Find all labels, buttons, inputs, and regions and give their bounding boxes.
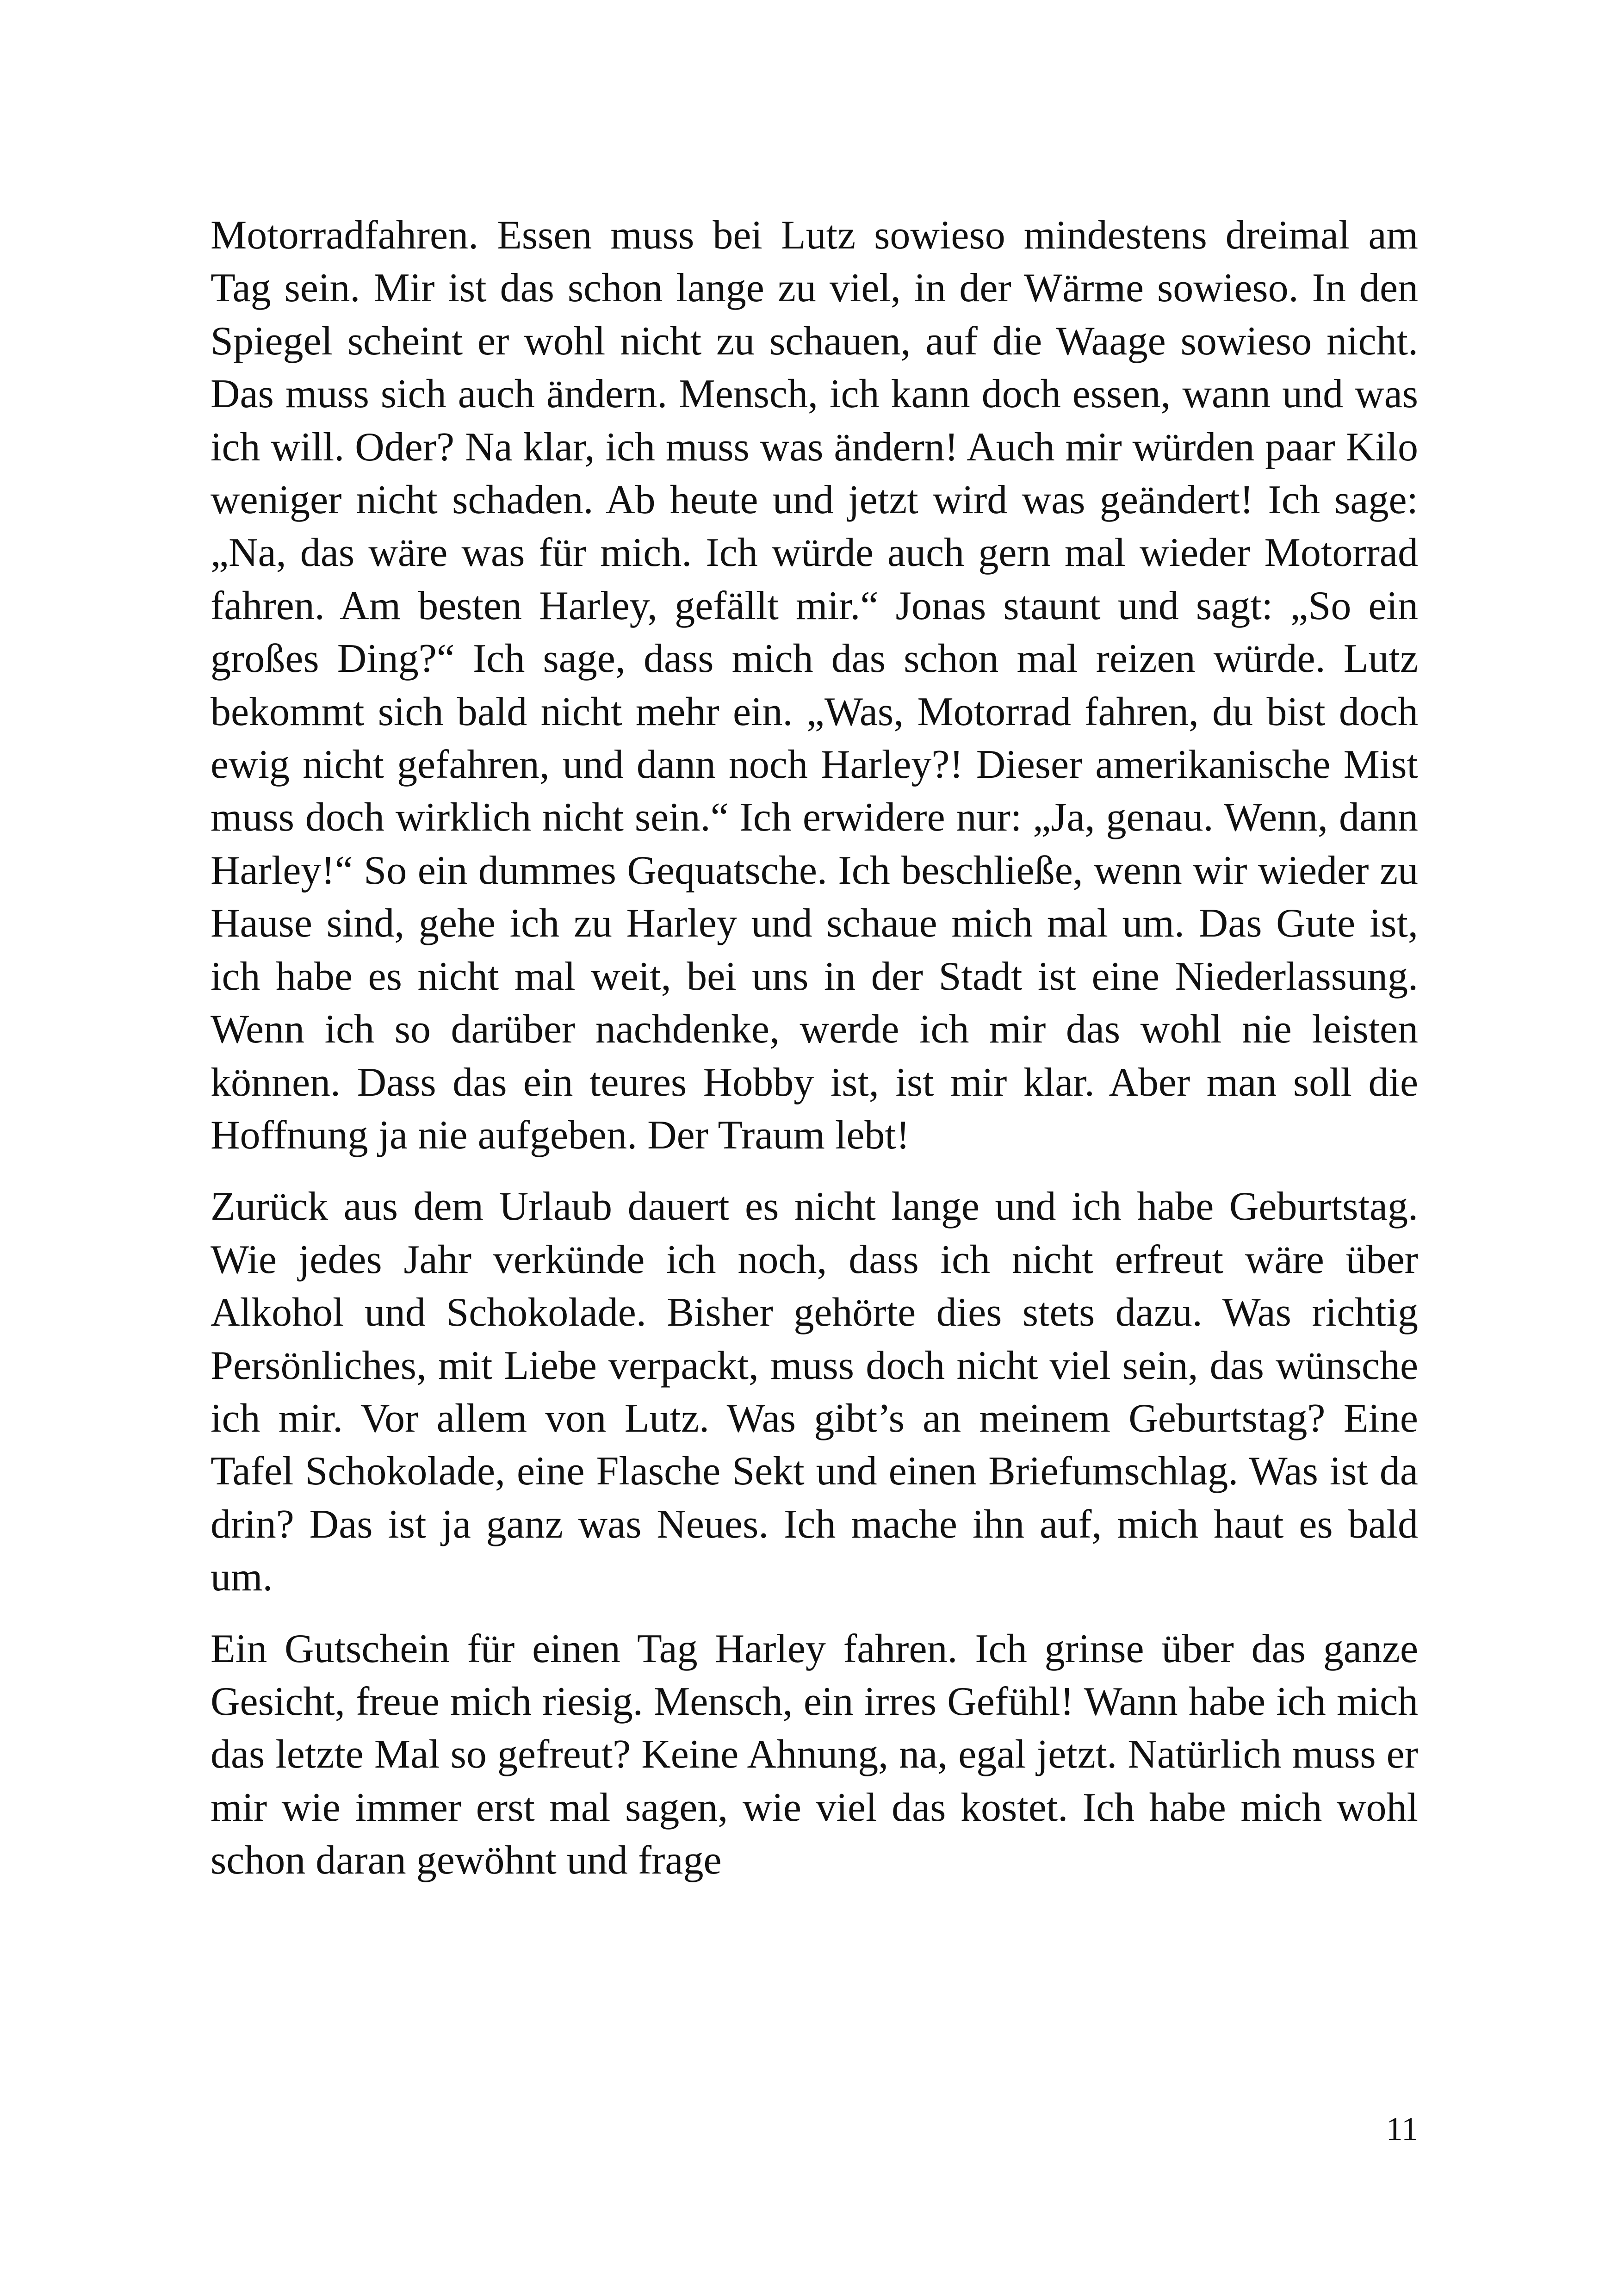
- paragraph-2: Zurück aus dem Urlaub dauert es nicht lange und ich habe Geburtstag. Wie jedes Jahr verkünde ich noch, dass ich nicht erfreut wäre über Alkohol und Schokolade. Bisher gehörte dies stets dazu. Was richtig Persönliches, mit Liebe verpackt, muss doch nicht viel sein, das wünsche ich mir. Vor allem von Lutz. Was gibt’s an meinem Geburtstag? Eine Tafel Schokolade, eine Flasche Sekt und einen Briefumschlag. Was ist da drin? Das ist ja ganz was Neues. Ich mache ihn auf, mich haut es bald um.: [211, 1184, 1418, 1600]
- paragraph-1: Motorradfahren. Essen muss bei Lutz sowieso mindestens dreimal am Tag sein. Mir ist das schon lange zu viel, in der Wärme sowieso. In den Spiegel scheint er wohl nicht zu schauen, auf die Waage sowieso nicht. Das muss sich auch ändern. Mensch, ich kann doch essen, wann und was ich will. Oder? Na klar, ich muss was ändern! Auch mir würden paar Kilo weniger nicht schaden. Ab heute und jetzt wird was geändert! Ich sage: „Na, das wäre was für mich. Ich würde auch gern mal wieder Motorrad fahren. Am besten Harley, gefällt mir.“ Jonas staunt und sagt: „So ein großes Ding?“ Ich sage, dass mich das schon mal reizen würde. Lutz bekommt sich bald nicht mehr ein. „Was, Motorrad fahren, du bist doch ewig nicht gefahren, und dann noch Harley?! Dieser amerikanische Mist muss doch wirklich nicht sein.“ Ich erwidere nur: „Ja, genau. Wenn, dann Harley!“ So ein dummes Gequatsche. Ich beschließe, wenn wir wieder zu Hause sind, gehe ich zu Harley und schaue mich mal um. Das Gute ist, ich habe es nicht mal weit, bei uns in der Stadt ist eine Niederlassung. Wenn ich so darüber nachdenke, werde ich mir das wohl nie leisten können. Dass das ein teures Hobby ist, ist mir klar. Aber man soll die Hoffnung ja nie aufgeben. Der Traum lebt!: [211, 213, 1418, 1158]
- page-number: 11: [1386, 2110, 1418, 2147]
- paragraph-3: Ein Gutschein für einen Tag Harley fahren. Ich grinse über das ganze Gesicht, freue mich riesig. Mensch, ein irres Gefühl! Wann habe ich mich das letzte Mal so gefreut? Keine Ahnung, na, egal jetzt. Natürlich muss er mir wie immer erst mal sagen, wie viel das kostet. Ich habe mich wohl schon daran gewöhnt und frage: [211, 1626, 1418, 1883]
- body-text: [211, 209, 1418, 1906]
